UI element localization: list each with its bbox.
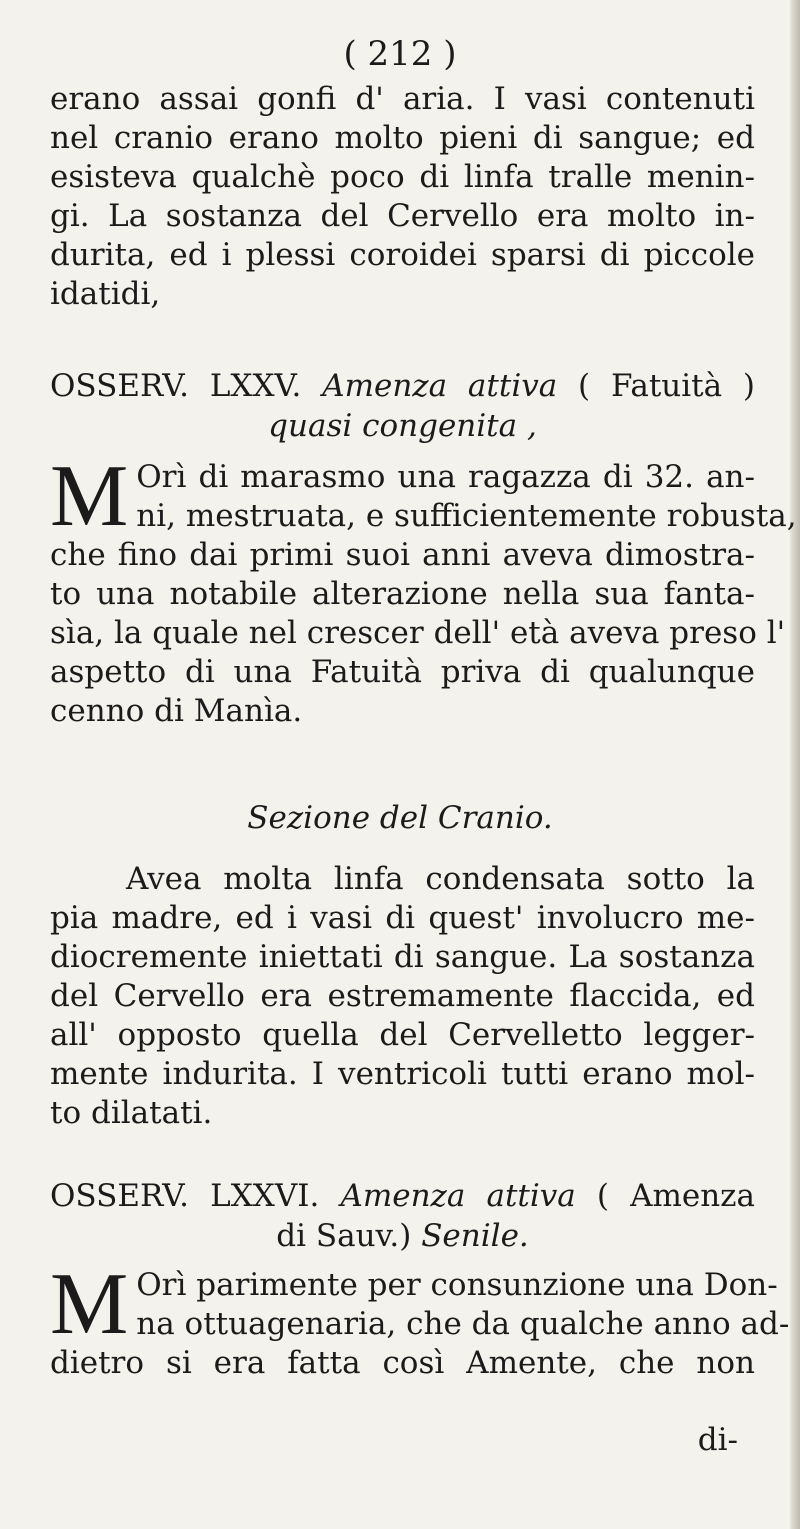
top-paragraph: [50, 80, 755, 314]
text-line: del Cervello era estremamente flaccida, ed: [50, 978, 755, 1014]
observation-75-paragraph: [50, 448, 797, 731]
text-line: Orì di marasmo una ragazza di 32. an-: [136, 459, 755, 495]
text-line: to dilatati.: [50, 1095, 213, 1131]
heading-italic: Amenza attiva: [340, 1178, 576, 1214]
text-line: all' opposto quella del Cervelletto legger-: [50, 1017, 755, 1053]
heading-line-2: [50, 1216, 755, 1256]
text-line: Avea molta linfa condensata sotto la: [126, 861, 755, 897]
text-line: aspetto di una Fatuità priva di qualunque: [50, 654, 755, 690]
text-line: Orì parimente per consunzione una Don-: [136, 1267, 778, 1303]
page-number: ( 212 ): [343, 34, 457, 74]
heading-paren: ( Amenza: [596, 1178, 755, 1214]
text-line: sìa, la quale nel crescer dell' età aveva preso l': [50, 615, 786, 651]
heading-line-2: quasi congenita ,: [268, 408, 537, 444]
catchword: di-: [697, 1422, 738, 1458]
heading-line-2-italic: Senile.: [421, 1218, 529, 1254]
drop-cap: M: [50, 1256, 129, 1353]
observation-76-paragraph: [50, 1256, 790, 1383]
text-line: esisteva qualchè poco di linfa tralle menin-: [50, 159, 755, 195]
section-title: Sezione del Cranio.: [247, 800, 553, 836]
page-edge-shadow: [790, 0, 800, 1529]
heading-italic: Amenza attiva: [322, 368, 558, 404]
text-line: nel cranio erano molto pieni di sangue; ed: [50, 120, 755, 156]
heading-roman: OSSERV. LXXVI.: [50, 1178, 320, 1214]
text-line: dietro si era fatta così Amente, che non: [50, 1345, 755, 1381]
text-line: erano assai gonfi d' aria. I vasi contenuti: [50, 81, 755, 117]
heading-line: [50, 366, 755, 406]
text-line: na ottuagenaria, che da qualche anno ad-: [136, 1306, 790, 1342]
section-paragraph: [50, 860, 755, 1133]
text-line: cenno di Manìa.: [50, 693, 303, 729]
text-line: ni, mestruata, e sufficientemente robusta,: [136, 498, 797, 534]
text-line: to una notabile alterazione nella sua fanta-: [50, 576, 755, 612]
text-line: pia madre, ed i vasi di quest' involucro me-: [50, 900, 755, 936]
heading-line-2-roman: di Sauv.): [276, 1218, 412, 1254]
text-line: durita, ed i plessi coroidei sparsi di piccole: [50, 237, 755, 273]
observation-76-heading: [50, 1176, 755, 1256]
text-line: gi. La sostanza del Cervello era molto in-: [50, 198, 755, 234]
heading-paren: ( Fatuità ): [578, 368, 756, 404]
observation-75-heading: [50, 366, 755, 446]
text-line: idatidi,: [50, 276, 161, 312]
text-line: mente indurita. I ventricoli tutti erano mol-: [50, 1056, 755, 1092]
heading-roman: OSSERV. LXXV.: [50, 368, 302, 404]
drop-cap: M: [50, 448, 129, 545]
text-line: diocremente iniettati di sangue. La sostanza: [50, 939, 755, 975]
text-line: che fino dai primi suoi anni aveva dimostra-: [50, 537, 755, 573]
heading-line: [50, 1176, 755, 1216]
